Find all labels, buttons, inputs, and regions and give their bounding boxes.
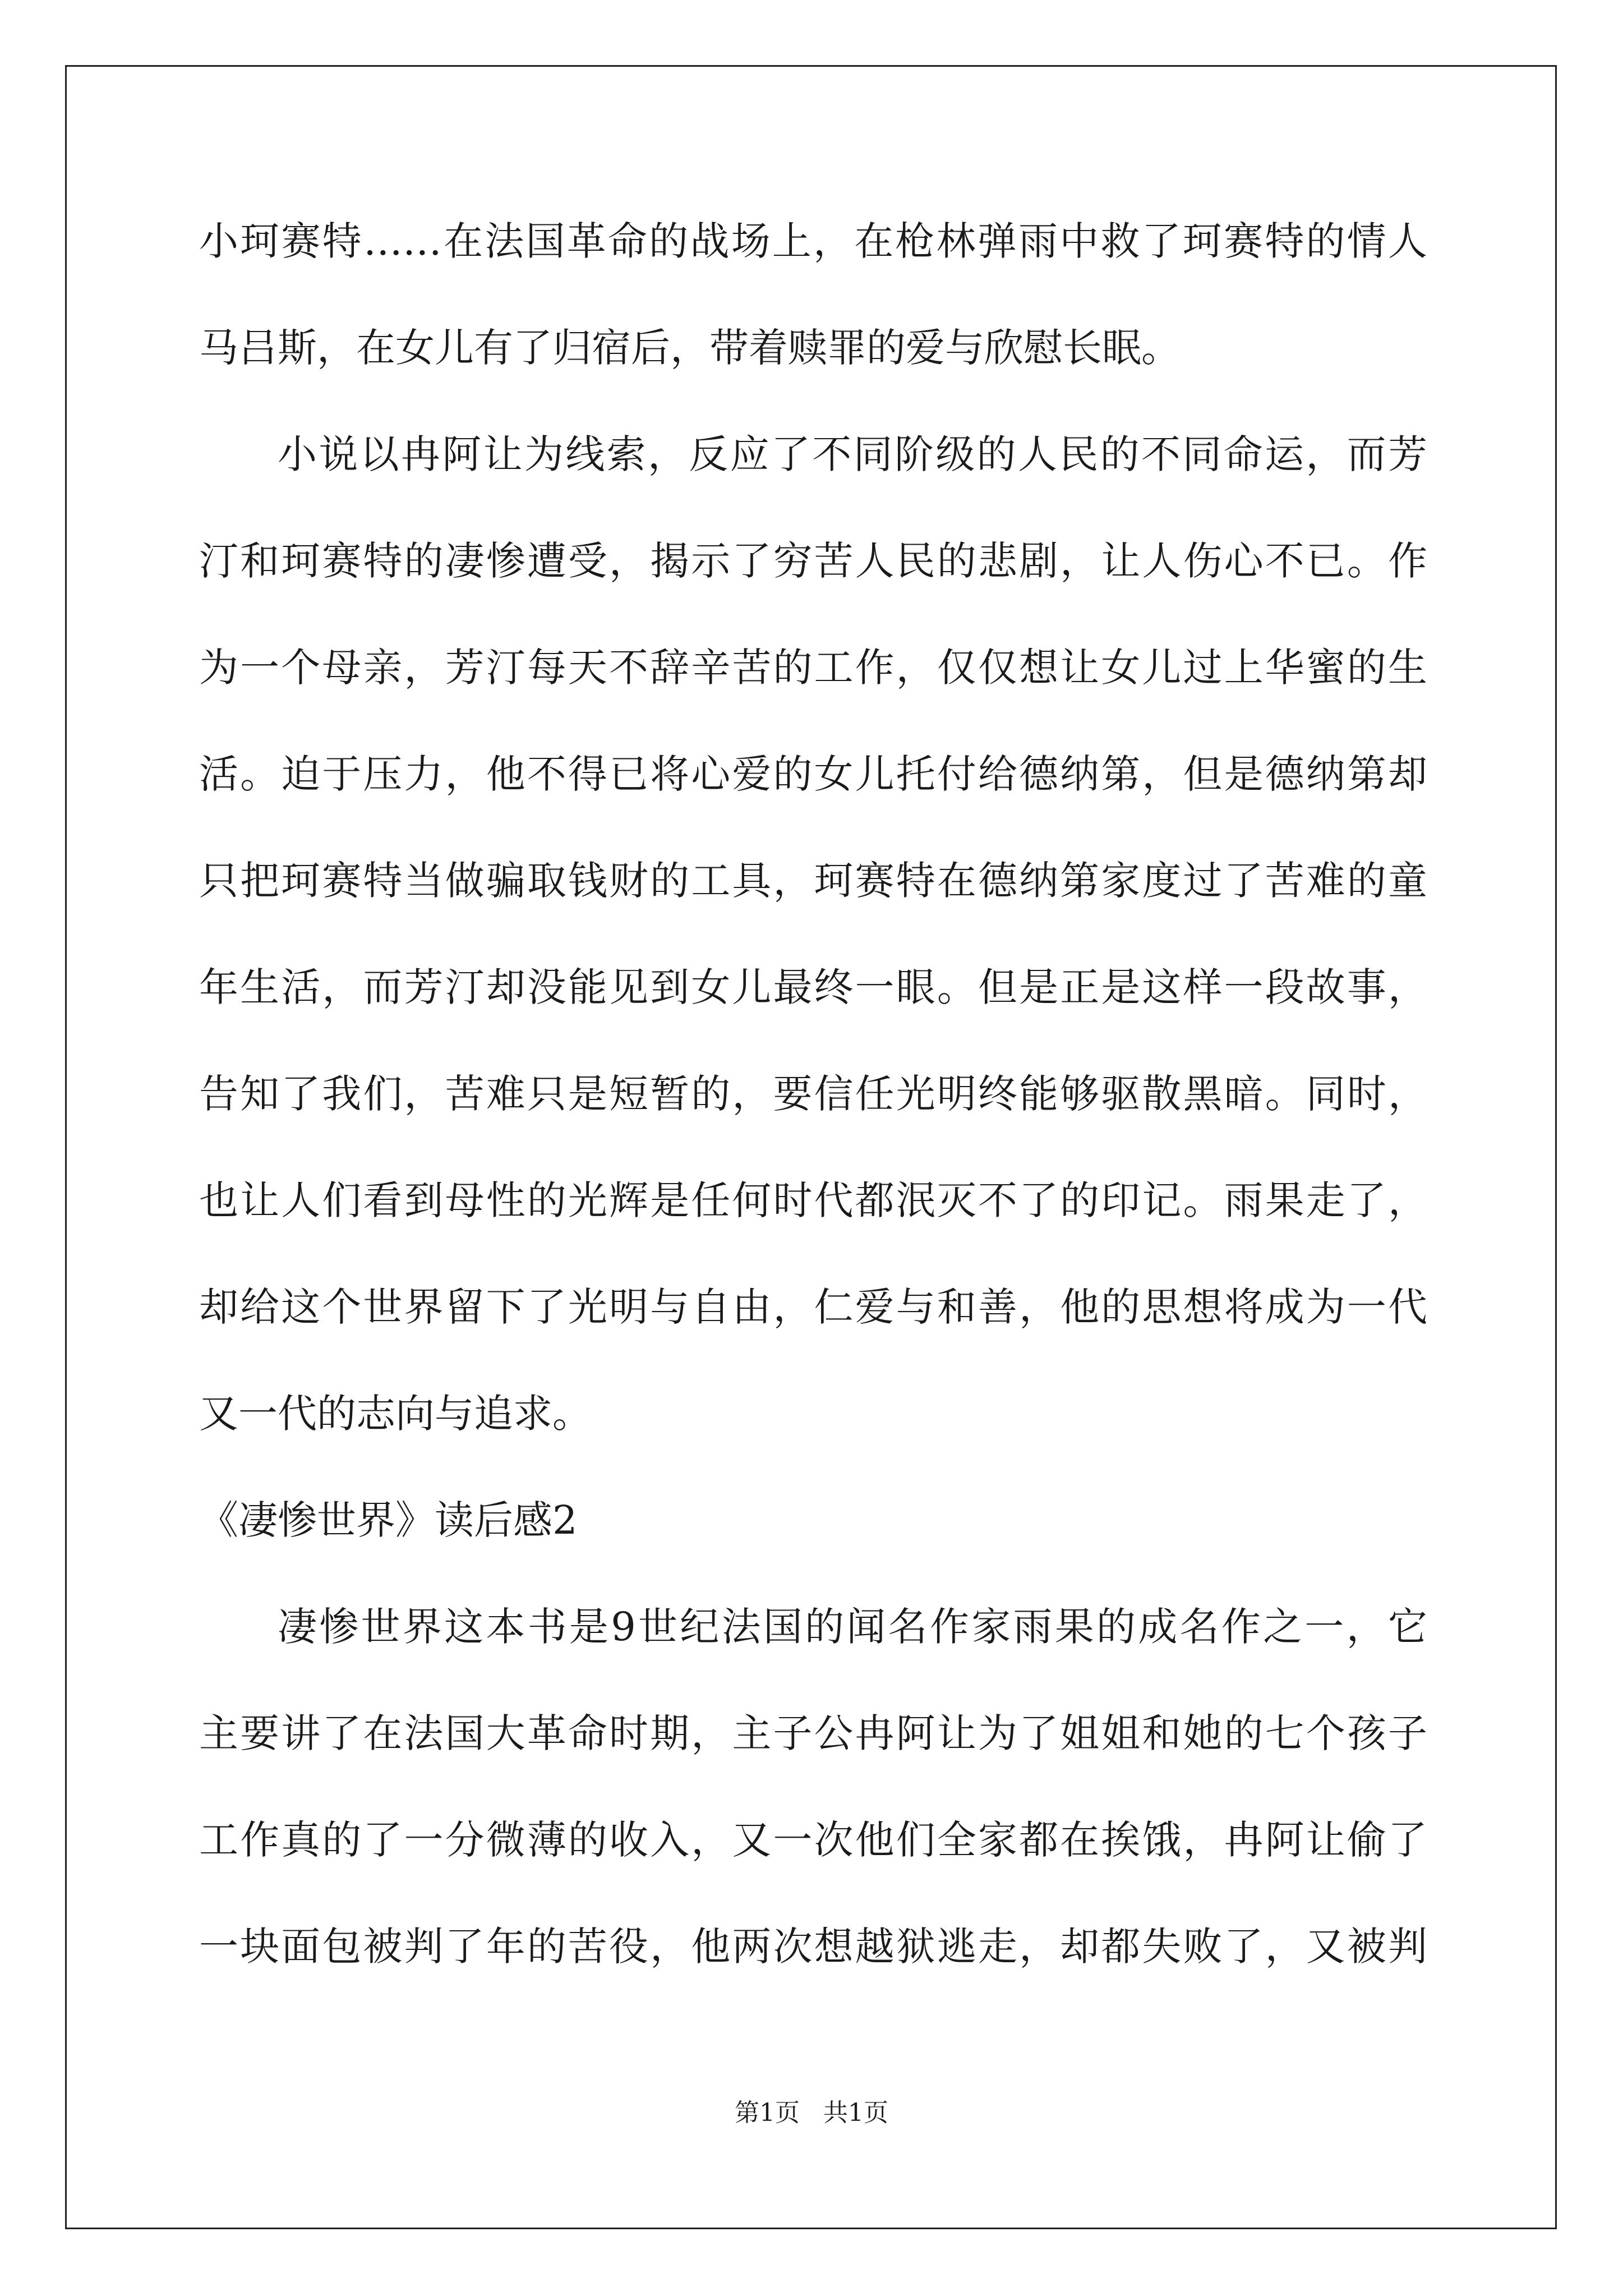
section-heading: 《凄惨世界》读后感2 <box>199 1497 578 1543</box>
page-total: 共1页 <box>823 2099 888 2127</box>
text-line: 活。迫于压力，他不得已将心爱的女儿托付给德纳第，但是德纳第却 <box>199 751 1427 797</box>
text-line: 却给这个世界留下了光明与自由，仁爱与和善，他的思想将成为一代 <box>199 1284 1427 1330</box>
text-line: 也让人们看到母性的光辉是任何时代都泯灭不了的印记。雨果走了， <box>199 1177 1427 1223</box>
text-line: 告知了我们，苦难只是短暂的，要信任光明终能够驱散黑暗。同时， <box>199 1071 1427 1117</box>
text-line: 凄惨世界这本书是9世纪法国的闻名作家雨果的成名作之一，它 <box>278 1604 1427 1650</box>
text-line: 汀和珂赛特的凄惨遭受，揭示了穷苦人民的悲剧，让人伤心不已。作 <box>199 538 1427 584</box>
text-line: 为一个母亲，芳汀每天不辞辛苦的工作，仅仅想让女儿过上华蜜的生 <box>199 645 1427 691</box>
text-line: 只把珂赛特当做骗取钱财的工具，珂赛特在德纳第家度过了苦难的童 <box>199 858 1427 904</box>
text-line: 小珂赛特……在法国革命的战场上，在枪林弹雨中救了珂赛特的情人 <box>199 218 1427 264</box>
text-line: 主要讲了在法国大革命时期，主子公冉阿让为了姐姐和她的七个孩子 <box>199 1710 1427 1756</box>
text-line: 工作真的了一分微薄的收入，又一次他们全家都在挨饿，冉阿让偷了 <box>199 1817 1427 1863</box>
text-line: 年生活，而芳汀却没能见到女儿最终一眼。但是正是这样一段故事， <box>199 964 1427 1010</box>
text-line: 小说以冉阿让为线索，反应了不同阶级的人民的不同命运，而芳 <box>278 431 1427 477</box>
text-line: 马吕斯，在女儿有了归宿后，带着赎罪的爱与欣慰长眠。 <box>199 325 1181 371</box>
text-line: 一块面包被判了年的苦役，他两次想越狱逃走，却都失败了，又被判 <box>199 1924 1427 1970</box>
document-body <box>199 213 1427 2025</box>
text-line: 又一代的志向与追求。 <box>199 1391 592 1437</box>
page-footer <box>0 2092 1623 2128</box>
page-number: 第1页 <box>735 2099 800 2127</box>
